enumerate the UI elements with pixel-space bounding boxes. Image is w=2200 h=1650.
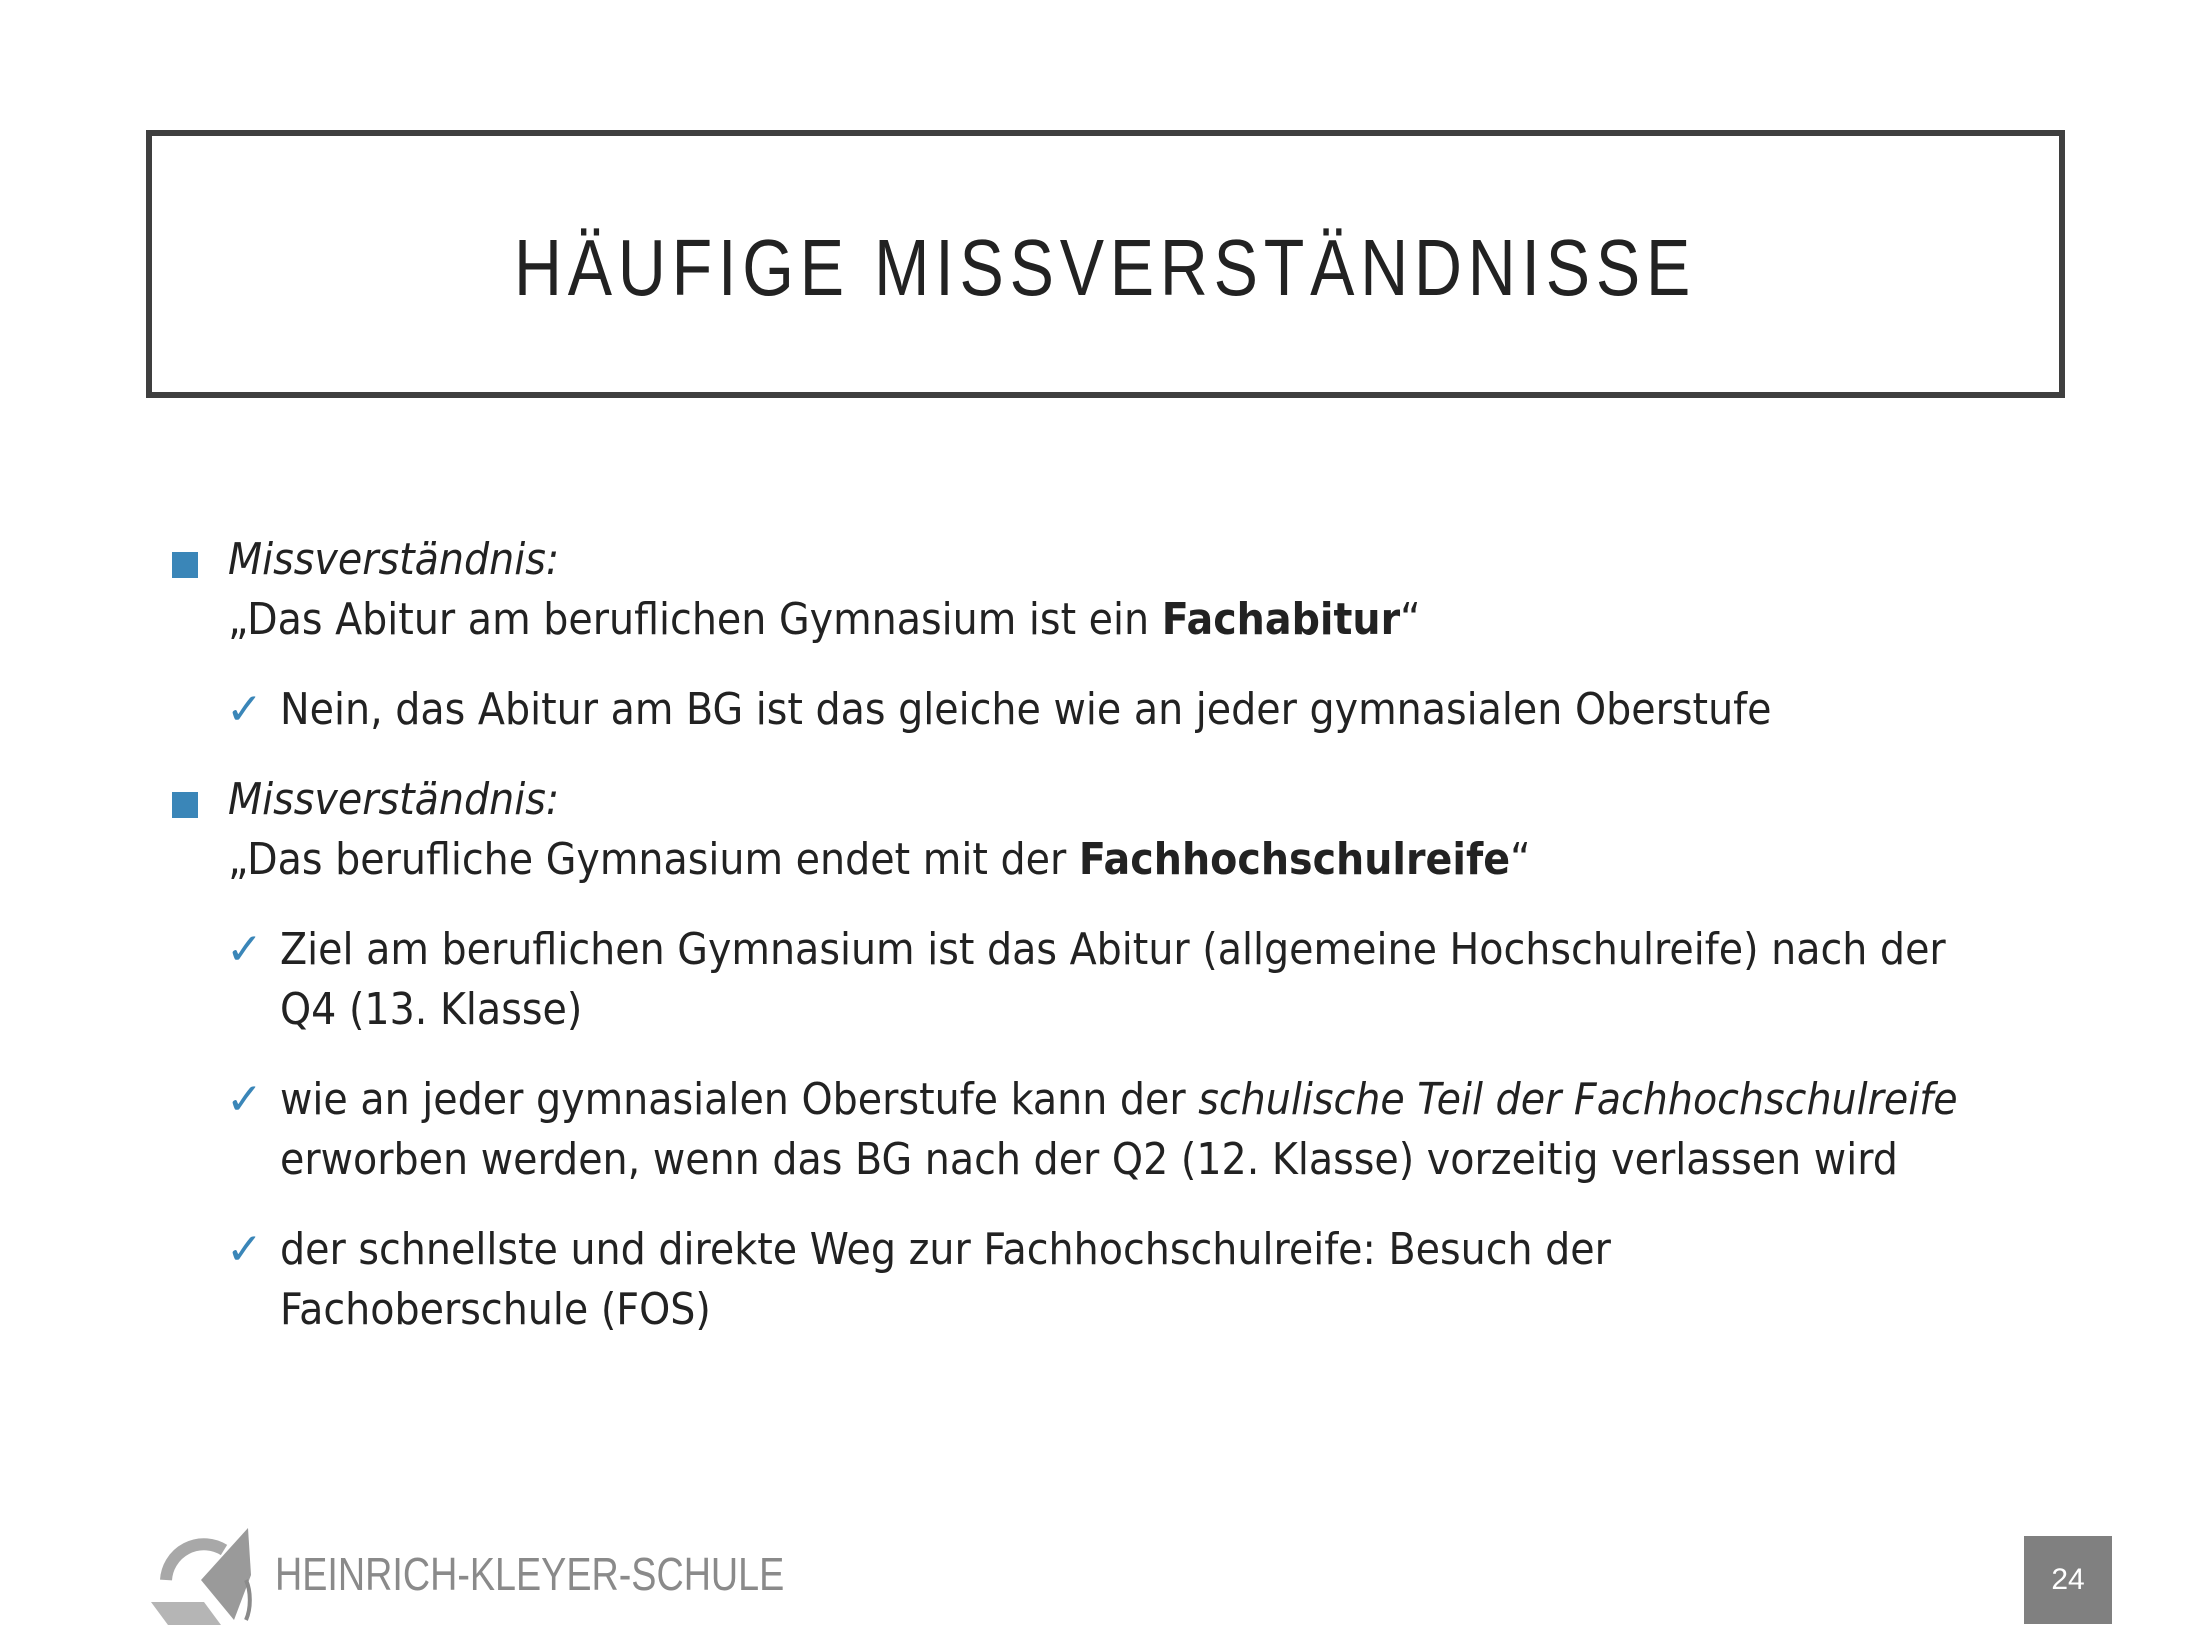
school-name: HEINRICH-KLEYER-SCHULE (275, 1548, 785, 1600)
checkmark-icon: ✓ (226, 1074, 263, 1125)
quote-close: “ (1510, 834, 1531, 885)
misconception-text (228, 530, 1421, 650)
answer-text-span: der schnellste und direkte Weg zur Fachhochschulreife: Besuch der Fachoberschule (FOS) (280, 1224, 1611, 1335)
answer-item (170, 1070, 2070, 1190)
quote-open: „Das Abitur am beruflichen Gymnasium ist ein (228, 594, 1162, 645)
checkmark-icon: ✓ (226, 684, 263, 735)
page-number: 24 (2024, 1536, 2112, 1624)
answer-text (280, 1220, 1720, 1340)
misconception-label: Missverständnis: (228, 774, 560, 825)
quote-open: „Das berufliche Gymnasium endet mit der (228, 834, 1079, 885)
title-box (146, 130, 2065, 398)
misconception-item (170, 530, 2070, 650)
square-bullet-icon (172, 792, 198, 818)
square-bullet-icon (172, 552, 198, 578)
answer-text-after: erworben werden, wenn das BG nach der Q2 (12. Klasse) vorzeitig verlassen wird (280, 1134, 1898, 1185)
misconception-item (170, 770, 2070, 890)
answer-text-italic: schulische Teil der Fachhochschulreife (1198, 1074, 1958, 1125)
checkmark-icon: ✓ (226, 1224, 263, 1275)
quote-bold: Fachabitur (1161, 594, 1401, 645)
answer-item (170, 680, 2070, 740)
answer-text-before: wie an jeder gymnasialen Oberstufe kann der (280, 1074, 1199, 1125)
slide-content (170, 530, 2070, 1340)
quote-bold: Fachhochschulreife (1078, 834, 1511, 885)
answer-text-span: Ziel am beruflichen Gymnasium ist das Abitur (allgemeine Hochschulreife) nach der Q4 (13. Klasse) (280, 924, 1946, 1035)
checkmark-icon: ✓ (226, 924, 263, 975)
answer-item (170, 920, 2070, 1040)
misconception-text (228, 770, 1531, 890)
answer-item (170, 1220, 2070, 1340)
answer-text-span: Nein, das Abitur am BG ist das gleiche wie an jeder gymnasialen Oberstufe (280, 684, 1772, 735)
heinrich-kleyer-schule-logo-icon (146, 1520, 261, 1634)
answer-text (280, 680, 1771, 740)
answer-text (280, 1070, 1963, 1190)
misconception-label: Missverständnis: (228, 534, 560, 585)
answer-text (280, 920, 1990, 1040)
slide-title: HÄUFIGE MISSVERSTÄNDNISSE (514, 223, 1697, 312)
quote-close: “ (1400, 594, 1421, 645)
